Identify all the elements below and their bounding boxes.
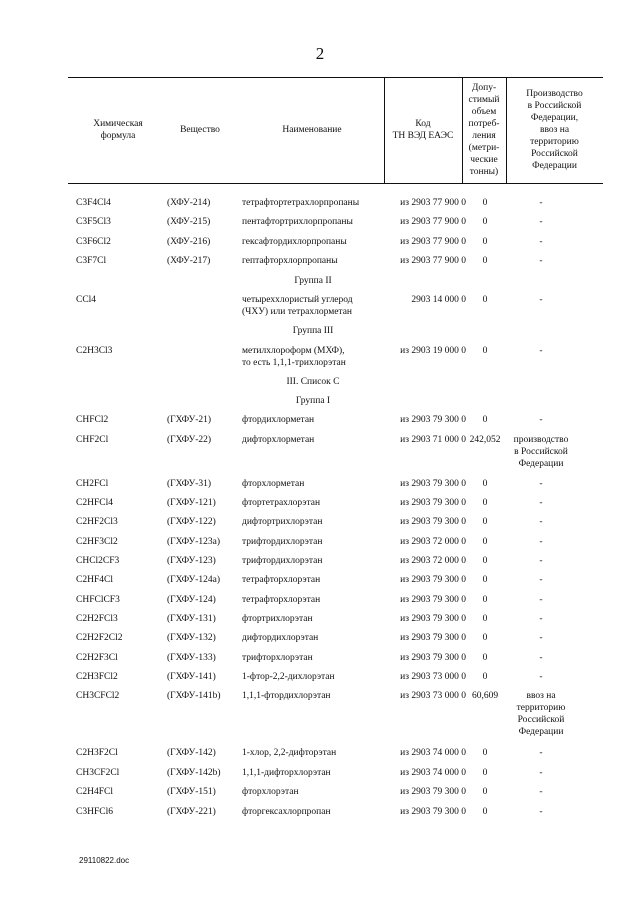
substance-cell: (ГХФУ-132) <box>167 633 216 643</box>
name-cell: фторгексахлорпропан <box>242 807 331 817</box>
formula-cell: C3F4Cl4 <box>76 198 111 208</box>
header-code-text: Код ТН ВЭД ЕАЭС <box>392 119 454 141</box>
name-cell: фторхлорметан <box>242 479 305 489</box>
volume-cell: 0 <box>482 768 488 778</box>
header-formula-text: Химическая формула <box>93 119 143 141</box>
name-cell: дифтортрихлорэтан <box>242 517 323 527</box>
code-cell: из 2903 72 000 0 <box>400 556 466 566</box>
code-cell: из 2903 77 900 0 <box>400 198 466 208</box>
volume-cell: 0 <box>482 346 488 356</box>
header-code <box>384 77 462 183</box>
formula-cell: C3F6Cl2 <box>76 237 111 247</box>
name-cell: 1-фтор-2,2-дихлорэтан <box>242 672 335 682</box>
volume-cell: 0 <box>482 198 488 208</box>
name-cell: фтортетрахлорэтан <box>242 498 321 508</box>
name-cell: 1-хлор, 2,2-дифторэтан <box>242 748 337 758</box>
formula-cell: C2HF3Cl2 <box>76 537 118 547</box>
formula-cell: C2H2F2Cl2 <box>76 633 123 643</box>
production-cell: - <box>539 748 543 758</box>
formula-cell: CH3CFCl2 <box>76 691 120 701</box>
production-cell: - <box>539 575 543 585</box>
substance-cell: (ХФУ-214) <box>167 198 211 208</box>
header-production <box>506 77 603 183</box>
volume-cell: 0 <box>482 498 488 508</box>
substance-cell: (ГХФУ-142b) <box>167 768 221 778</box>
name-cell: фторхлорэтан <box>242 787 299 797</box>
code-cell: из 2903 79 300 0 <box>400 595 466 605</box>
name-cell: пентафтортрихлорпропаны <box>242 217 353 227</box>
name-cell: трифторхлорэтан <box>242 653 313 663</box>
production-cell: - <box>539 633 543 643</box>
substance-cell: (ГХФУ-141) <box>167 672 216 682</box>
name-cell: трифтордихлорэтан <box>242 537 323 547</box>
code-cell: из 2903 79 300 0 <box>400 633 466 643</box>
name-cell: гептафторхлорпропаны <box>242 256 338 266</box>
header-name-text: Наименование <box>282 125 342 135</box>
production-cell: - <box>539 614 543 624</box>
code-cell: из 2903 79 300 0 <box>400 479 466 489</box>
volume-cell: 0 <box>482 517 488 527</box>
formula-cell: C2H3Cl3 <box>76 346 113 356</box>
name-cell: 1,1,1-фтордихлорэтан <box>242 691 331 701</box>
group-heading: Группа II <box>294 276 332 286</box>
code-cell: из 2903 71 000 0 <box>400 435 466 445</box>
list-heading: III. Список С <box>286 377 340 387</box>
substance-cell: (ГХФУ-21) <box>167 415 212 425</box>
production-cell: - <box>539 479 543 489</box>
substance-cell: (ГХФУ-123) <box>167 556 216 566</box>
code-cell: из 2903 73 000 0 <box>400 691 466 701</box>
production-cell: - <box>539 517 543 527</box>
header-bottom-rule <box>68 183 603 184</box>
volume-cell: 0 <box>482 295 488 305</box>
substance-cell: (ГХФУ-124) <box>167 595 216 605</box>
code-cell: из 2903 77 900 0 <box>400 217 466 227</box>
formula-cell: CH2FCl <box>76 479 109 489</box>
volume-cell: 0 <box>482 237 488 247</box>
name-cell: трифтордихлорэтан <box>242 556 323 566</box>
production-cell: - <box>539 498 543 508</box>
substance-cell: (ГХФУ-22) <box>167 435 212 445</box>
formula-cell: C2H3FCl2 <box>76 672 118 682</box>
code-cell: из 2903 72 000 0 <box>400 537 466 547</box>
production-cell: - <box>539 237 543 247</box>
volume-cell: 0 <box>482 653 488 663</box>
name-cell: четыреххлористый углерод (ЧХУ) или тетрахлорметан <box>242 295 353 317</box>
name-cell: 1,1,1-дифторхлорэтан <box>242 768 331 778</box>
code-cell: из 2903 74 000 0 <box>400 748 466 758</box>
substance-cell: (ГХФУ-142) <box>167 748 216 758</box>
header-volume <box>462 77 506 183</box>
volume-cell: 0 <box>482 633 488 643</box>
code-cell: из 2903 79 300 0 <box>400 498 466 508</box>
name-cell: тетрафтортетрахлорпропаны <box>242 198 360 208</box>
volume-cell: 0 <box>482 595 488 605</box>
volume-cell: 0 <box>482 614 488 624</box>
production-cell: - <box>539 556 543 566</box>
file-name-footer: 29110822.doc <box>79 856 130 865</box>
formula-cell: C2H2FCl3 <box>76 614 118 624</box>
production-cell: - <box>539 672 543 682</box>
code-cell: из 2903 77 900 0 <box>400 237 466 247</box>
name-cell: тетрафторхлорэтан <box>242 595 321 605</box>
volume-cell: 0 <box>482 415 488 425</box>
code-cell: из 2903 79 300 0 <box>400 787 466 797</box>
production-cell: ввоз на территорию Российской Федерации <box>516 691 566 737</box>
volume-cell: 0 <box>482 537 488 547</box>
formula-cell: CHF2Cl <box>76 435 109 445</box>
code-cell: 2903 14 000 0 <box>411 295 466 305</box>
substance-cell: (ГХФУ-31) <box>167 479 212 489</box>
volume-cell: 0 <box>482 748 488 758</box>
production-cell: - <box>539 768 543 778</box>
production-cell: - <box>539 415 543 425</box>
volume-cell: 0 <box>482 787 488 797</box>
formula-cell: C2HF4Cl <box>76 575 113 585</box>
production-cell: - <box>539 653 543 663</box>
code-cell: из 2903 79 300 0 <box>400 517 466 527</box>
header-formula <box>68 77 168 183</box>
name-cell: дифторхлорметан <box>242 435 315 445</box>
code-cell: из 2903 79 300 0 <box>400 807 466 817</box>
substance-cell: (ГХФУ-124a) <box>167 575 220 585</box>
formula-cell: CHFClCF3 <box>76 595 120 605</box>
volume-cell: 0 <box>482 256 488 266</box>
name-cell: фтортрихлорэтан <box>242 614 313 624</box>
group-heading: Группа I <box>295 396 331 406</box>
substance-cell: (ГХФУ-123a) <box>167 537 220 547</box>
group-heading: Группа III <box>292 326 334 336</box>
code-cell: из 2903 74 000 0 <box>400 768 466 778</box>
code-cell: из 2903 79 300 0 <box>400 415 466 425</box>
name-cell: гексафтордихлорпропаны <box>242 237 347 247</box>
volume-cell: 0 <box>482 672 488 682</box>
volume-cell: 0 <box>482 217 488 227</box>
header-substance <box>160 77 240 183</box>
code-cell: из 2903 77 900 0 <box>400 256 466 266</box>
substance-cell: (ГХФУ-131) <box>167 614 216 624</box>
production-cell: - <box>539 217 543 227</box>
volume-cell: 0 <box>482 556 488 566</box>
substance-cell: (ГХФУ-133) <box>167 653 216 663</box>
volume-cell: 0 <box>482 807 488 817</box>
substance-cell: (ГХФУ-122) <box>167 517 216 527</box>
substance-cell: (ГХФУ-221) <box>167 807 216 817</box>
header-name <box>240 77 384 183</box>
name-cell: дифтордихлорэтан <box>242 633 319 643</box>
code-cell: из 2903 79 300 0 <box>400 575 466 585</box>
volume-cell: 60,609 <box>471 691 499 701</box>
substance-cell: (ХФУ-215) <box>167 217 211 227</box>
formula-cell: CCl4 <box>76 295 97 305</box>
formula-cell: CHFCl2 <box>76 415 109 425</box>
code-cell: из 2903 19 000 0 <box>400 346 466 356</box>
formula-cell: CH3CF2Cl <box>76 768 120 778</box>
code-cell: из 2903 79 300 0 <box>400 653 466 663</box>
formula-cell: C2HF2Cl3 <box>76 517 118 527</box>
volume-cell: 0 <box>482 575 488 585</box>
substance-cell: (ХФУ-216) <box>167 237 211 247</box>
substance-cell: (ГХФУ-121) <box>167 498 216 508</box>
name-cell: метилхлороформ (МХФ), то есть 1,1,1-трихлорэтан <box>242 346 346 368</box>
production-cell: - <box>539 256 543 266</box>
production-cell: - <box>539 346 543 356</box>
production-cell: - <box>539 295 543 305</box>
formula-cell: C2H4FCl <box>76 787 113 797</box>
production-cell: производство в Российской Федерации <box>513 435 569 469</box>
header-production-text: Производство в Российской Федерации, ввоз на территорию Российской Федерации <box>526 89 583 171</box>
page-number: 2 <box>315 44 325 63</box>
production-cell: - <box>539 787 543 797</box>
header-volume-text: Допу- стимый объем потреб- ления (метри- ческие тонны) <box>468 83 500 177</box>
table-header <box>68 77 603 183</box>
name-cell: тетрафторхлорэтан <box>242 575 321 585</box>
formula-cell: C2HFCl4 <box>76 498 113 508</box>
substance-cell: (ГХФУ-141b) <box>167 691 221 701</box>
formula-cell: C3F5Cl3 <box>76 217 111 227</box>
production-cell: - <box>539 537 543 547</box>
formula-cell: C2H2F3Cl <box>76 653 118 663</box>
header-substance-text: Вещество <box>180 125 220 135</box>
substance-cell: (ГХФУ-151) <box>167 787 216 797</box>
formula-cell: C3HFCl6 <box>76 807 113 817</box>
volume-cell: 0 <box>482 479 488 489</box>
volume-cell: 242,052 <box>469 435 501 445</box>
formula-cell: C3F7Cl <box>76 256 107 266</box>
production-cell: - <box>539 595 543 605</box>
formula-cell: C2H3F2Cl <box>76 748 118 758</box>
substance-cell: (ХФУ-217) <box>167 256 211 266</box>
production-cell: - <box>539 198 543 208</box>
production-cell: - <box>539 807 543 817</box>
code-cell: из 2903 73 000 0 <box>400 672 466 682</box>
name-cell: фтордихлорметан <box>242 415 315 425</box>
code-cell: из 2903 79 300 0 <box>400 614 466 624</box>
formula-cell: CHCl2CF3 <box>76 556 120 566</box>
